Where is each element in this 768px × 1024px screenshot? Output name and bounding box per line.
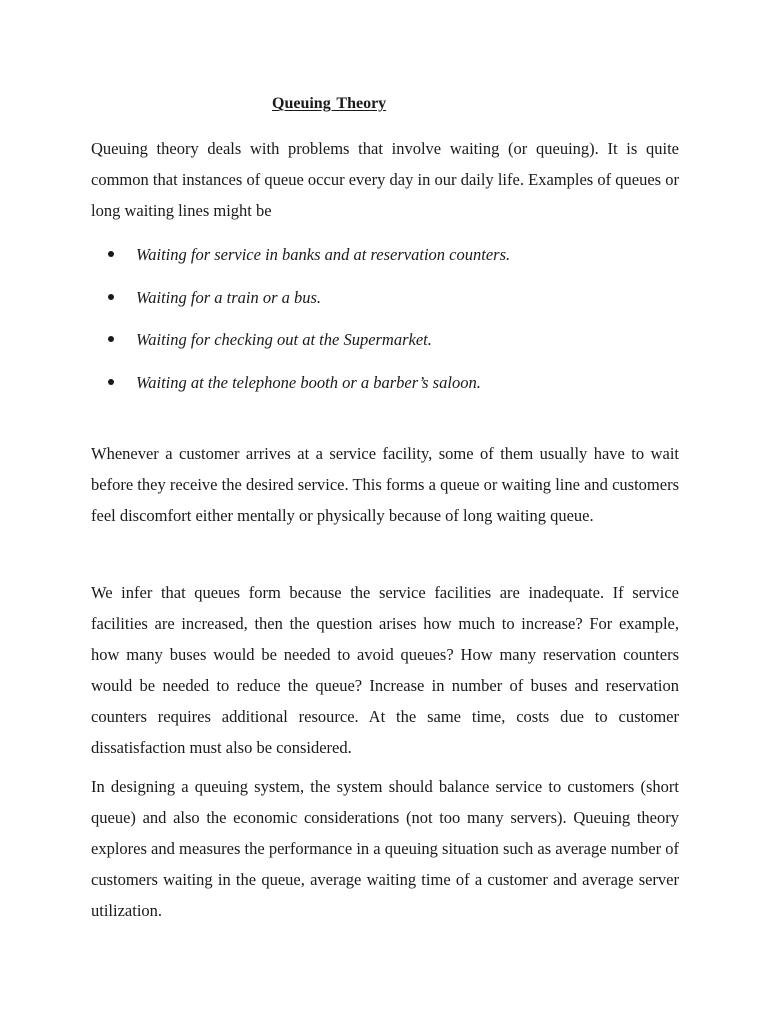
queue-examples-list — [108, 240, 688, 410]
bullet-icon — [108, 294, 114, 300]
list-item — [108, 240, 688, 283]
bullet-icon — [108, 251, 114, 257]
list-item — [108, 368, 688, 411]
page-title: Queuing Theory — [272, 95, 387, 112]
system-design-paragraph: In designing a queuing system, the system should balance service to customers (short queue) and also the economic considerations (not too many servers). Queuing theory explores and measures the performance in a queuing situation such as average number of customers waiting in the queue, average waiting time of a customer and average server utilization. — [91, 777, 679, 920]
list-item — [108, 325, 688, 368]
list-item — [108, 283, 688, 326]
bullet-icon — [108, 379, 114, 385]
bullet-icon — [108, 336, 114, 342]
list-item-text: Waiting for checking out at the Supermarket. — [136, 330, 432, 349]
inadequate-facilities-paragraph: We infer that queues form because the service facilities are inadequate. If service facilities are increased, then the question arises how much to increase? For example, how many buses would be needed to avoid queues? How many reservation counters would be needed to reduce the queue? Increase in number of buses and reservation counters requires additional resource. At the same time, costs due to customer dissatisfaction must also be considered. — [91, 583, 679, 757]
intro-paragraph: Queuing theory deals with problems that involve waiting (or queuing). It is quite common that instances of queue occur every day in our daily life. Examples of queues or long waiting lines might be — [91, 139, 679, 220]
list-item-text: Waiting for a train or a bus. — [136, 287, 322, 307]
list-item-text: Waiting at the telephone booth or a barber’s saloon. — [136, 372, 481, 392]
list-item-text: Waiting for service in banks and at reservation counters. — [136, 245, 511, 264]
customer-arrival-paragraph: Whenever a customer arrives at a service facility, some of them usually have to wait before they receive the desired service. This forms a queue or waiting line and customers feel discomfort either mentally or physically because of long waiting queue. — [91, 444, 679, 525]
